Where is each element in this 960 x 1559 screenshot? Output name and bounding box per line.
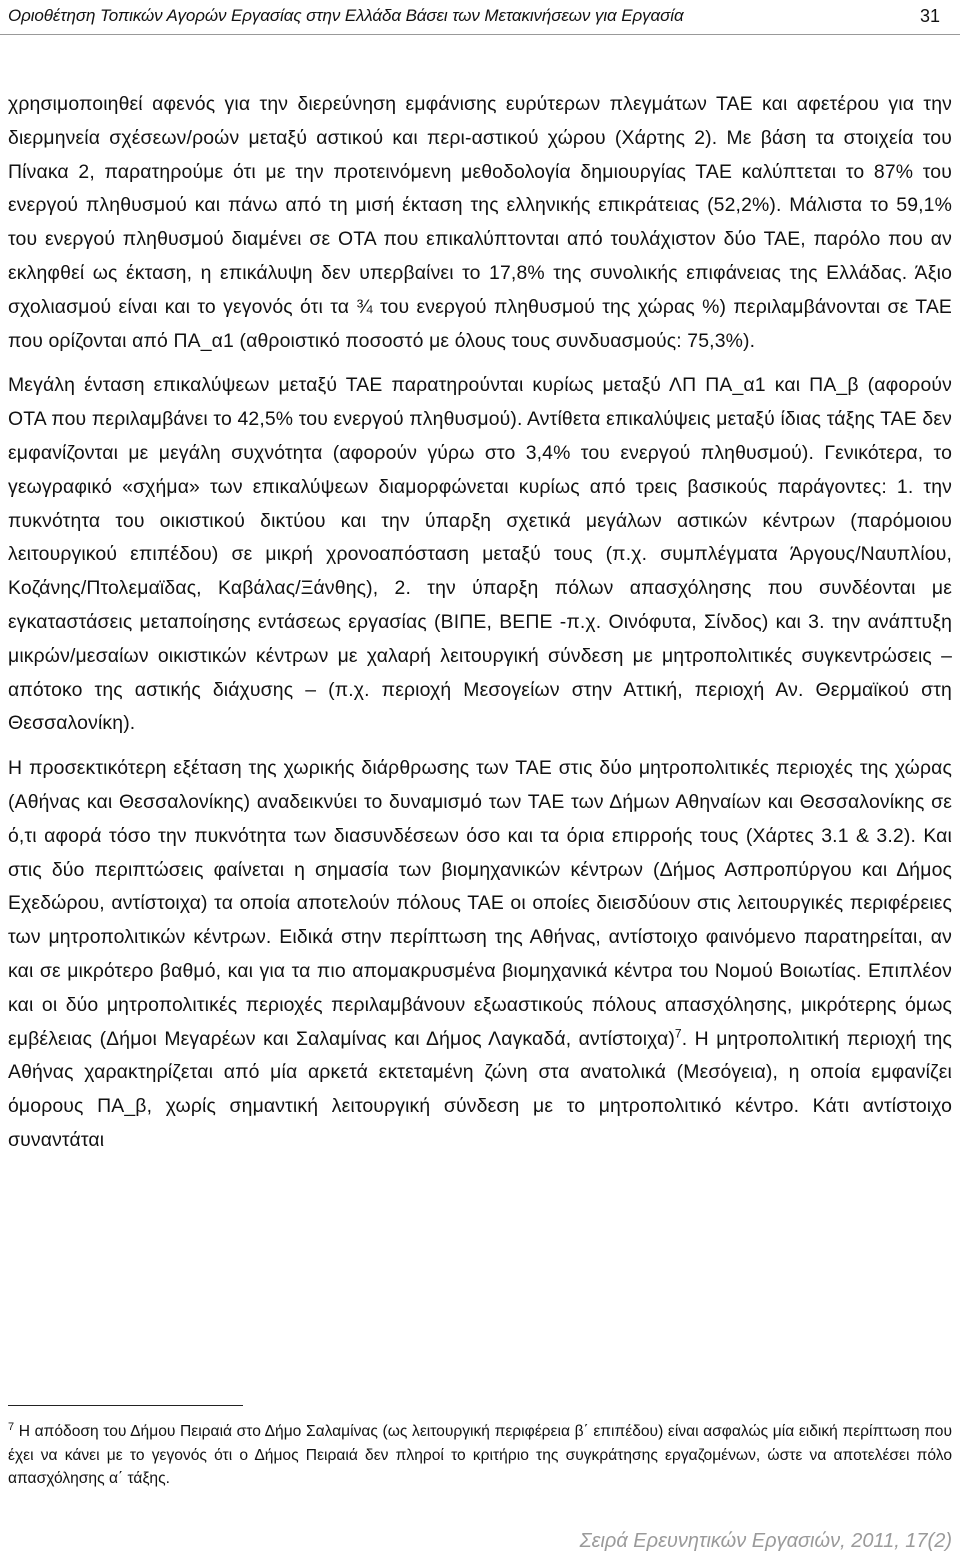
paragraph-3-text-b: . Η μητροπολιτική περιοχή της Αθήνας χαρακτηρίζεται από μία αρκετά εκτεταμένη ζώνη στα ανατολικά (Μεσόγεια), η οποία εμφανίζει όμορους ΠΑ_β, χωρίς σημαντική λειτουργική σύνδεση με το μητροπολιτικό κέντρο. Κάτι αντίστοιχο συναντάται xyxy=(8,1027,952,1151)
running-title: Οριοθέτηση Τοπικών Αγορών Εργασίας στην Ελλάδα Βάσει των Μετακινήσεων για Εργασία xyxy=(8,6,684,25)
page-number: 31 xyxy=(919,5,940,26)
paragraph-3 xyxy=(8,752,952,1158)
page-header xyxy=(8,4,940,28)
paragraph-2: Μεγάλη ένταση επικαλύψεων μεταξύ ΤΑΕ παρατηρούνται κυρίως μεταξύ ΛΠ ΠΑ_α1 και ΠΑ_β (αφορούν ΟΤΑ που περιλαμβάνει το 42,5% του ενεργού πληθυσμού). Αντίθετα επικαλύψεις μεταξύ ίδιας τάξης ΤΑΕ δεν εμφανίζονται με μεγάλη συχνότητα (αφορούν γύρω στο 3,4% του ενεργού πληθυσμού). Γενικότερα, το γεωγραφικό «σχήμα» των επικαλύψεων διαμορφώνεται κυρίως από τρεις βασικούς παράγοντες: 1. την πυκνότητα του οικιστικού δικτύου και την ύπαρξη σχετικά μεγάλων αστικών κέντρων (παρόμοιου λειτουργικού επιπέδου) σε μικρή χρονοαπόσταση μεταξύ τους (π.χ. συμπλέγματα Άργους/Ναυπλίου, Κοζάνης/Πτολεμαϊδας, Καβάλας/Ξάνθης), 2. την ύπαρξη πόλων απασχόλησης που συνδέονται με εγκαταστάσεις μεταποίησης εντάσεως εργασίας (ΒΙΠΕ, ΒΕΠΕ -π.χ. Οινόφυτα, Σίνδος) και 3. την ανάπτυξη μικρών/μεσαίων οικιστικών κέντρων με χαλαρή λειτουργική σύνδεση με μητροπολιτικές συγκεντρώσεις – απότοκο της αστικής διάχυσης – (π.χ. περιοχή Μεσογείων στην Αττική, περιοχή Αν. Θερμαϊκού στη Θεσσαλονίκη). xyxy=(8,374,952,735)
footnote-number: 7 xyxy=(8,1421,15,1433)
footnote xyxy=(8,1416,952,1491)
paragraph-3-text-a: Η προσεκτικότερη εξέταση της χωρικής διάρθρωσης των ΤΑΕ στις δύο μητροπολιτικές περιοχές της χώρας (Αθήνας και Θεσσαλονίκης) αναδεικνύει το δυναμισμό των ΤΑΕ των Δήμων Αθηναίων και Θεσσαλονίκης σε ό,τι αφορά τόσο την πυκνότητα των διασυνδέσεων όσο και τα όρια επιρροής τους (Χάρτες 3.1 & 3.2). Και στις δύο περιπτώσεις φαίνεται η σημασία των βιομηχανικών κέντρων (Δήμος Ασπροπύργου και Δήμος Εχεδώρου, αντίστοιχα) τα οποία αποτελούν πόλους ΤΑΕ οι οποίες διεισδύουν στις λειτουργικές περιφέρειες των μητροπολιτικών κέντρων. Ειδικά στην περίπτωση της Αθήνας, αντίστοιχο φαινόμενο παρατηρείται, αν και σε μικρότερο βαθμό, και για τα πιο απομακρυσμένα βιομηχανικά κέντρα του Νομού Βοιωτίας. Επιπλέον και οι δύο μητροπολιτικές περιοχές περιλαμβάνουν εξωαστικούς πόλους απασχόλησης, μικρότερης όμως εμβέλειας (Δήμοι Μεγαρέων και Σαλαμίνας και Δήμος Λαγκαδά, αντίστοιχα) xyxy=(8,757,952,1050)
footnote-text: Η απόδοση του Δήμου Πειραιά στο Δήμο Σαλαμίνας (ως λειτουργική περιφέρεια β΄ επιπέδου) είναι ασφαλώς μία ειδική περίπτωση που έχει να κάνει με το γεγονός ότι ο Δήμος Πειραιά δεν πληροί το κριτήριο της συγκράτησης εργαζομένων, ώστε να αποτελέσει πόλο απασχόλησης α΄ τάξης. xyxy=(8,1423,952,1488)
header-divider xyxy=(0,34,960,35)
page-footer: Σειρά Ερευνητικών Εργασιών, 2011, 17(2) xyxy=(579,1530,952,1552)
main-text xyxy=(8,88,952,1169)
paragraph-1: χρησιμοποιηθεί αφενός για την διερεύνηση εμφάνισης ευρύτερων πλεγμάτων ΤΑΕ και αφετέρου για την διερμηνεία σχέσεων/ροών μεταξύ αστικού και περι-αστικού χώρου (Χάρτης 2). Με βάση τα στοιχεία του Πίνακα 2, παρατηρούμε ότι με την προτεινόμενη μεθοδολογία δημιουργίας ΤΑΕ καλύπτεται το 87% του ενεργού πληθυσμού και πάνω από τη μισή έκταση της ελληνικής επικράτειας (52,2%). Μάλιστα το 59,1% του ενεργού πληθυσμού διαμένει σε ΟΤΑ που επικαλύπτονται από τουλάχιστον δύο ΤΑΕ, παρόλο που αν εκληφθεί ως έκταση, η επικάλυψη δεν υπερβαίνει το 17,8% της συνολικής επιφάνειας της Ελλάδας. Άξιο σχολιασμού είναι και το γεγονός ότι τα ¾ του ενεργού πληθυσμού της χώρας %) περιλαμβάνονται σε ΤΑΕ που ορίζονται από ΠΑ_α1 (αθροιστικό ποσοστό με όλους τους συνδυασμούς: 75,3%). xyxy=(8,93,952,352)
footnote-divider xyxy=(8,1405,243,1406)
footnote-reference[interactable]: 7 xyxy=(674,1026,682,1041)
